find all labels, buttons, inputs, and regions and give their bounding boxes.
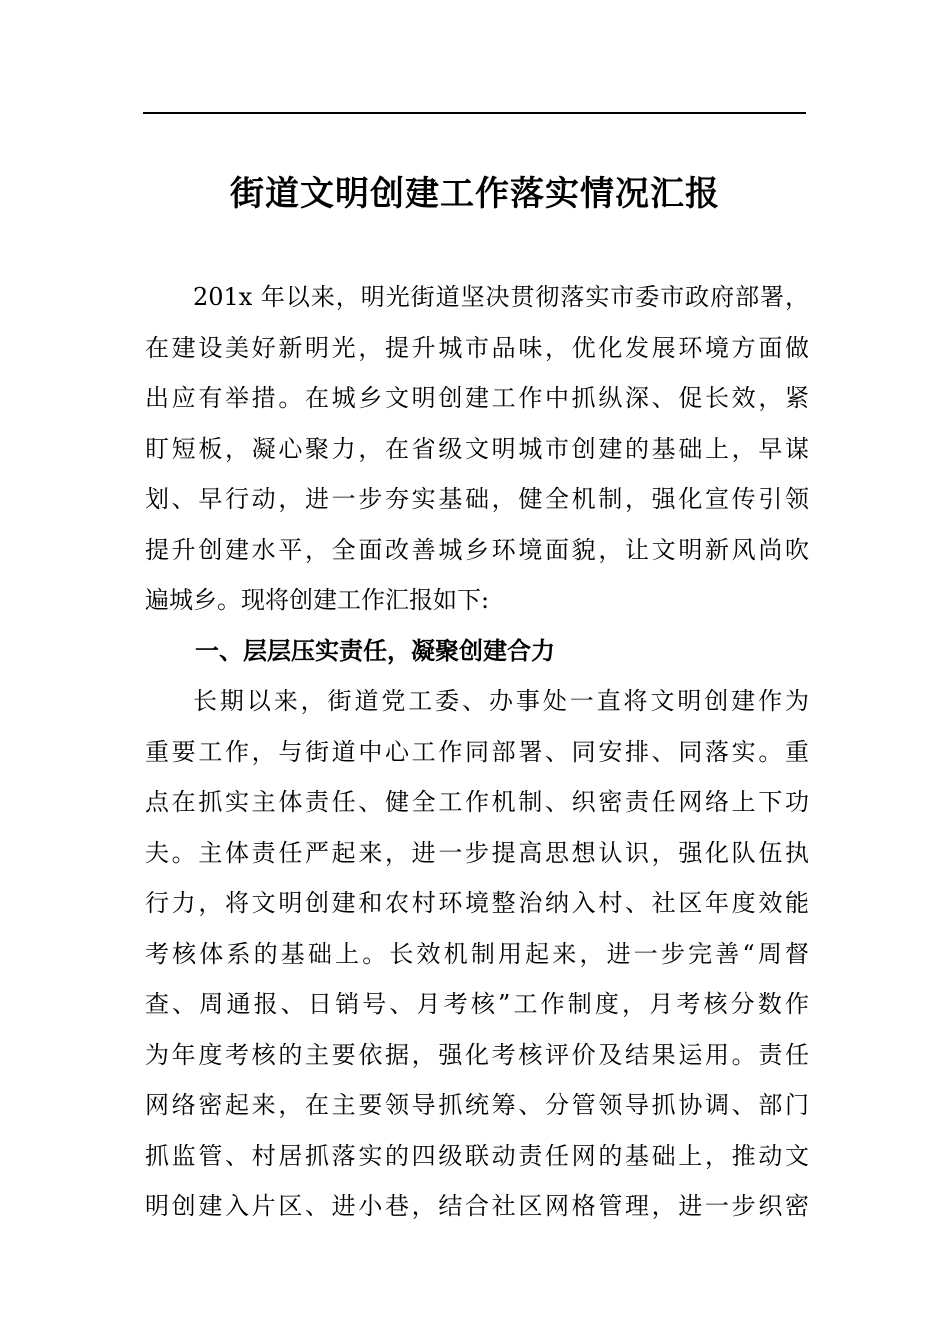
paragraph-line: 在建设美好新明光，提升城市品味，优化发展环境方面做 bbox=[145, 333, 809, 362]
document-body bbox=[145, 272, 809, 1232]
paragraph-line: 夫。主体责任严起来，进一步提高思想认识，强化队伍执 bbox=[145, 838, 809, 867]
paragraph-line: 行力，将文明创建和农村环境整治纳入村、社区年度效能 bbox=[145, 889, 809, 917]
paragraph-line: 遍城乡。现将创建工作汇报如下: bbox=[145, 586, 490, 614]
paragraph-line: 提升创建水平，全面改善城乡环境面貌，让文明新风尚吹 bbox=[145, 535, 809, 564]
paragraph-line: 明创建入片区、进小巷，结合社区网格管理，进一步织密 bbox=[145, 1192, 809, 1220]
paragraph-line: 盯短板，凝心聚力，在省级文明城市创建的基础上，早谋 bbox=[145, 434, 809, 463]
document-title: 街道文明创建工作落实情况汇报 bbox=[230, 174, 720, 214]
paragraph-line: 网络密起来，在主要领导抓统筹、分管领导抓协调、部门 bbox=[145, 1091, 809, 1119]
paragraph-line: 考核体系的基础上。长效机制用起来，进一步完善“周督 bbox=[145, 939, 809, 968]
header-rule bbox=[143, 112, 806, 114]
paragraph-line: 抓监管、村居抓落实的四级联动责任网的基础上，推动文 bbox=[145, 1141, 809, 1170]
paragraph-line: 点在抓实主体责任、健全工作机制、织密责任网络上下功 bbox=[145, 788, 809, 816]
paragraph-line: 划、早行动，进一步夯实基础，健全机制，强化宣传引领 bbox=[145, 485, 809, 513]
paragraph-line: 重要工作，与街道中心工作同部署、同安排、同落实。重 bbox=[145, 737, 809, 766]
paragraph-line: 出应有举措。在城乡文明创建工作中抓纵深、促长效，紧 bbox=[145, 384, 809, 412]
paragraph-line: 201x 年以来，明光街道坚决贯彻落实市委市政府部署， bbox=[193, 283, 809, 311]
paragraph-line: 长期以来，街道党工委、办事处一直将文明创建作为 bbox=[193, 687, 809, 715]
section-heading: 一、层层压实责任，凝聚创建合力 bbox=[195, 636, 555, 665]
paragraph-line: 查、周通报、日销号、月考核”工作制度，月考核分数作 bbox=[145, 990, 809, 1018]
paragraph-line: 为年度考核的主要依据，强化考核评价及结果运用。责任 bbox=[145, 1040, 809, 1069]
